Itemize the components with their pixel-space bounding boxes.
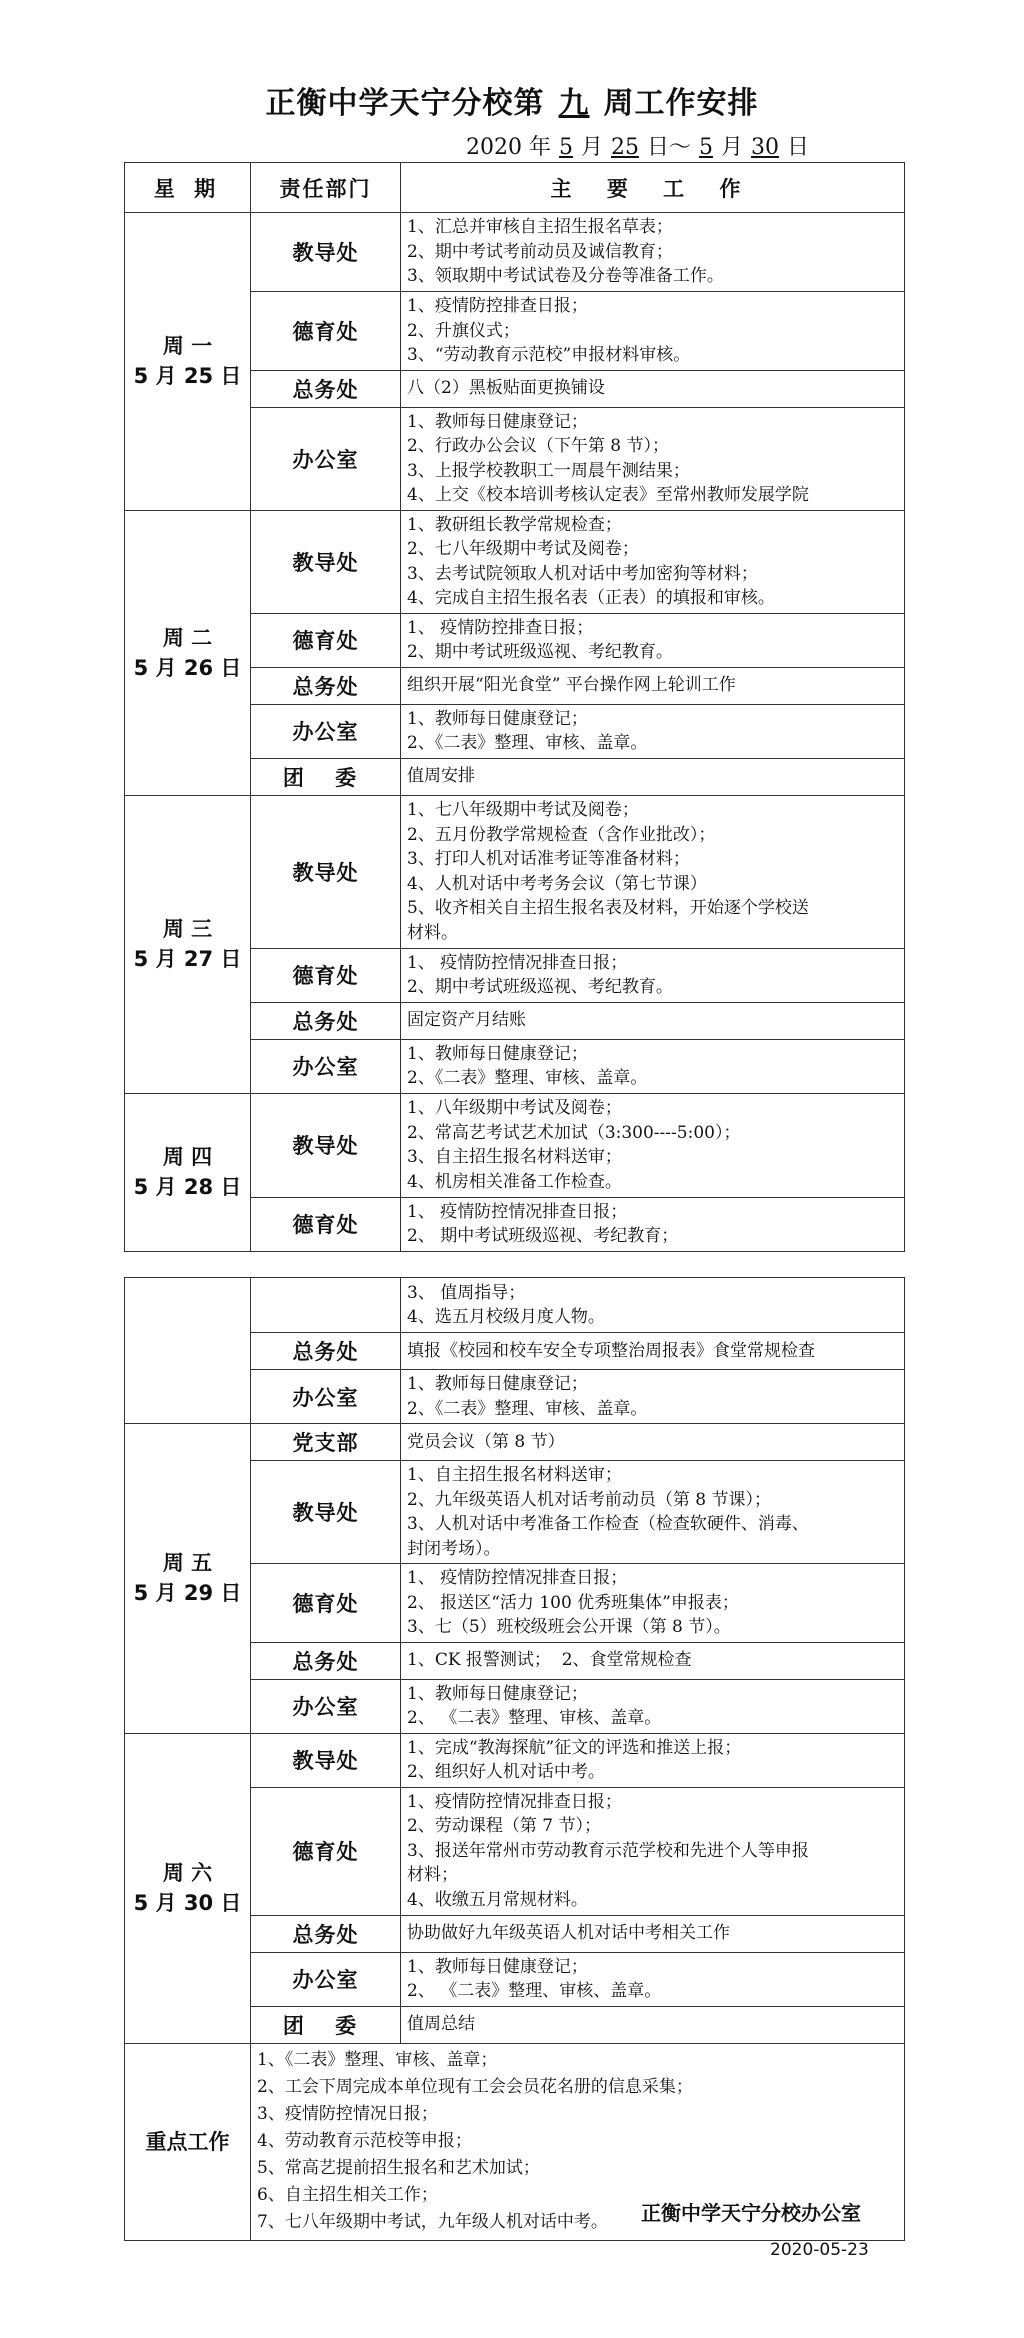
dept-cell: 办公室: [251, 1952, 401, 2006]
title-prefix: 正衡中学天宁分校第: [265, 86, 545, 121]
dept-cell: 德育处: [251, 1787, 401, 1915]
task-line: 1、教师每日健康登记；: [407, 1374, 588, 1394]
task-line: 1、 疫情防控情况排查日报；: [407, 952, 628, 973]
task-line: 2、 报送区“活力 100 优秀班集体”申报表；: [407, 1592, 739, 1613]
date-month-label-start: 月: [580, 135, 603, 160]
date-year: 2020 年: [466, 135, 551, 160]
tasks-cell: [401, 1679, 905, 1733]
tasks-cell: [401, 667, 905, 704]
task-line: 1、八年级期中考试及阅卷；: [407, 1098, 622, 1118]
date-range: [466, 130, 809, 161]
dept-cell: 总务处: [251, 370, 401, 407]
task-line: 2、劳动课程（第 7 节）；: [407, 1816, 601, 1837]
task-line: 八（2）黑板贴面更换铺设: [407, 378, 605, 399]
dept-cell: 办公室: [251, 704, 401, 758]
dept-cell: 总务处: [251, 1642, 401, 1679]
table-row: [125, 795, 905, 948]
dept-cell: 德育处: [251, 613, 401, 667]
tasks-cell: [401, 1333, 905, 1370]
task-line: 2、七八年级期中考试及阅卷；: [407, 539, 639, 559]
task-line: 2、《二表》整理、审核、盖章。: [407, 1398, 648, 1419]
task-line: 1、汇总并审核自主招生报名草表；: [407, 217, 673, 238]
day-label: 周 一: [162, 334, 213, 359]
tasks-cell: [401, 292, 905, 371]
date-day-start: 25: [611, 135, 639, 160]
task-line: 3、 值周指导；: [407, 1282, 526, 1303]
dept-cell: 教导处: [251, 1093, 401, 1197]
dept-cell: 总务处: [251, 1333, 401, 1370]
task-line: 填报《校园和校车安全专项整治周报表》食堂常规检查: [407, 1340, 815, 1361]
task-line: 3、人机对话中考准备工作检查（检查软硬件、消毒、: [407, 1514, 809, 1534]
task-line: 4、上交《校本培训考核认定表》至常州教师发展学院: [407, 485, 809, 505]
task-line: 1、教师每日健康登记；: [407, 1043, 588, 1064]
task-line: 1、 疫情防控情况排查日报；: [407, 1568, 628, 1588]
dept-cell: 总务处: [251, 1002, 401, 1039]
tasks-cell: [401, 1564, 905, 1643]
tasks-cell: [401, 758, 905, 795]
dept-cell: 教导处: [251, 1461, 401, 1564]
day-cell-tue: [125, 510, 251, 795]
footer-organization: 正衡中学天宁分校办公室: [641, 2201, 861, 2225]
task-line: 1、教师每日健康登记；: [407, 1956, 588, 1977]
task-line: 材料。: [407, 922, 458, 943]
col-dept-header: 责任部门: [251, 163, 401, 213]
tasks-cell: [401, 1424, 905, 1461]
table-row: [125, 1733, 905, 1787]
task-line: 固定资产月结账: [407, 1010, 526, 1031]
day-label: 周 四: [162, 1145, 213, 1169]
dept-cell: 德育处: [251, 948, 401, 1002]
dept-cell: 办公室: [251, 1039, 401, 1093]
tasks-cell: [401, 1642, 905, 1679]
day-label: 周 二: [162, 625, 213, 650]
task-line: 1、完成“教海探航”征文的评选和推送上报；: [407, 1737, 742, 1758]
dept-cell: 教导处: [251, 1733, 401, 1787]
day-date: 5 月 28 日: [133, 1175, 242, 1199]
tasks-cell: [401, 1278, 905, 1333]
task-line: 3、去考试院领取人机对话中考加密狗等材料；: [407, 563, 758, 584]
day-date: 5 月 26 日: [133, 655, 242, 680]
task-line: 4、人机对话中考考务会议（第七节课）: [407, 873, 707, 894]
task-line: 2、工会下周完成本单位现有工会会员花名册的信息采集；: [257, 2077, 693, 2097]
task-line: 材料；: [407, 1865, 458, 1886]
task-line: 1、 疫情防控排查日报；: [407, 617, 594, 638]
tasks-cell: [401, 510, 905, 613]
task-line: 5、收齐相关自主招生报名表及材料，开始逐个学校送: [407, 898, 809, 918]
task-line: 2、组织好人机对话中考。: [407, 1762, 605, 1782]
tasks-cell: [401, 1093, 905, 1197]
tasks-cell: [401, 1461, 905, 1564]
task-line: 3、七（5）班校级班会公开课（第 8 节）。: [407, 1617, 731, 1637]
task-line: 1、《二表》整理、审核、盖章；: [257, 2050, 498, 2070]
task-line: 1、七八年级期中考试及阅卷；: [407, 800, 639, 820]
tasks-cell: [401, 1370, 905, 1424]
dept-cell: 教导处: [251, 510, 401, 613]
day-date: 5 月 29 日: [133, 1581, 242, 1606]
tasks-cell: [401, 704, 905, 758]
task-line: 组织开展“阳光食堂” 平台操作网上轮训工作: [407, 675, 736, 696]
tasks-cell: [401, 1733, 905, 1787]
task-line: 1、 疫情防控情况排查日报；: [407, 1201, 628, 1222]
day-date: 5 月 25 日: [133, 364, 242, 389]
tasks-cell: [401, 1787, 905, 1915]
date-day-label-end: 日: [787, 135, 810, 160]
tasks-cell: [401, 948, 905, 1002]
date-day-end: 30: [751, 135, 780, 160]
tasks-cell: [401, 613, 905, 667]
date-month-label-end: 月: [721, 135, 744, 160]
task-line: 1、教师每日健康登记；: [407, 1683, 588, 1704]
date-month-end: 5: [699, 135, 714, 160]
task-line: 1、疫情防控情况排查日报；: [407, 1791, 622, 1812]
task-line: 5、常高艺提前招生报名和艺术加试；: [257, 2158, 540, 2178]
tasks-cell: [401, 1039, 905, 1093]
dept-cell: 党支部: [251, 1424, 401, 1461]
dept-cell: 教导处: [251, 795, 401, 948]
task-line: 1、疫情防控排查日报；: [407, 296, 588, 316]
dept-cell: 德育处: [251, 1564, 401, 1643]
schedule-table-part2: [124, 1277, 905, 2241]
task-line: 1、教师每日健康登记；: [407, 411, 588, 432]
dept-cell: 办公室: [251, 1370, 401, 1424]
task-line: 4、劳动教育示范校等申报；: [257, 2131, 472, 2151]
day-date: 5 月 30 日: [133, 1891, 242, 1915]
task-line: 2、期中考试班级巡视、考纪教育。: [407, 642, 673, 662]
dept-cell: 德育处: [251, 1197, 401, 1251]
day-cell-mon: [125, 213, 251, 511]
task-line: 3、“劳动教育示范校”申报材料审核。: [407, 345, 691, 365]
dept-cell: 德育处: [251, 292, 401, 371]
day-label: 周 三: [162, 917, 213, 941]
dept-cell: 团 委: [251, 2006, 401, 2043]
day-cell-wed: [125, 795, 251, 1093]
task-line: 1、教师每日健康登记；: [407, 708, 588, 729]
col-day-header: 星 期: [125, 163, 251, 213]
day-cell-thu: [125, 1093, 251, 1251]
tasks-cell: [401, 1952, 905, 2006]
tasks-cell: [401, 2006, 905, 2043]
task-line: 1、自主招生报名材料送审；: [407, 1465, 622, 1485]
task-line: 6、自主招生相关工作；: [257, 2185, 438, 2205]
task-line: 3、打印人机对话准考证等准备材料；: [407, 849, 690, 869]
task-line: 4、选五月校级月度人物。: [407, 1307, 605, 1327]
tasks-cell: [401, 370, 905, 407]
task-line: 2、期中考试班级巡视、考纪教育。: [407, 977, 673, 997]
task-line: 4、收缴五月常规材料。: [407, 1889, 588, 1910]
task-line: 党员会议（第 8 节）: [407, 1431, 565, 1452]
task-line: 2、升旗仪式；: [407, 320, 520, 341]
tasks-cell: [401, 1197, 905, 1251]
day-cell-thu-continued: [125, 1278, 251, 1424]
day-label: 周 六: [162, 1861, 213, 1885]
date-month-start: 5: [558, 135, 573, 160]
dept-cell: 教导处: [251, 213, 401, 292]
task-line: 4、完成自主招生报名表（正表）的填报和审核。: [407, 588, 775, 608]
task-line: 1、教研组长教学常规检查；: [407, 514, 622, 535]
table-row: [125, 1278, 905, 1333]
task-line: 2、五月份教学常规检查（含作业批改）；: [407, 824, 716, 845]
dept-cell: 总务处: [251, 1915, 401, 1952]
dept-cell: 团 委: [251, 758, 401, 795]
tasks-cell: [401, 795, 905, 948]
day-cell-sat: [125, 1733, 251, 2043]
footer-date: 2020-05-23: [770, 2240, 869, 2260]
task-line: 协助做好九年级英语人机对话中考相关工作: [407, 1923, 730, 1944]
task-line: 4、机房相关准备工作检查。: [407, 1171, 622, 1192]
table-row: [125, 510, 905, 613]
dept-cell: 总务处: [251, 667, 401, 704]
task-line: 2、《二表》整理、审核、盖章。: [407, 733, 648, 753]
tasks-cell: [401, 1002, 905, 1039]
task-line: 2、 《二表》整理、审核、盖章。: [407, 1708, 662, 1728]
schedule-table-part1: [124, 162, 905, 1252]
task-line: 7、七八年级期中考试，九年级人机对话中考。: [257, 2212, 608, 2232]
tasks-cell: [401, 213, 905, 292]
task-line: 3、报送年常州市劳动教育示范学校和先进个人等申报: [407, 1840, 809, 1861]
task-line: 值周安排: [407, 766, 475, 787]
task-line: 2、行政办公会议（下午第 8 节）；: [407, 436, 669, 456]
task-line: 2、 《二表》整理、审核、盖章。: [407, 1981, 662, 2001]
task-line: 值周总结: [407, 2014, 475, 2035]
task-line: 2、期中考试考前动员及诚信教育；: [407, 241, 673, 262]
task-line: 1、CK 报警测试； 2、食堂常规检查: [407, 1650, 692, 1671]
col-tasks-header: 主 要 工 作: [401, 163, 905, 213]
task-line: 3、领取期中考试试卷及分卷等准备工作。: [407, 266, 724, 287]
task-line: 3、上报学校教职工一周晨午测结果；: [407, 460, 690, 481]
task-line: 3、自主招生报名材料送审；: [407, 1147, 622, 1167]
day-cell-fri: [125, 1424, 251, 1734]
table-row: [125, 1424, 905, 1461]
tasks-cell: [401, 1915, 905, 1952]
table-row: [125, 213, 905, 292]
tasks-cell: [401, 407, 905, 510]
day-label: 周 五: [162, 1551, 213, 1576]
task-line: 2、 期中考试班级巡视、考纪教育；: [407, 1226, 679, 1246]
week-number: 九: [558, 86, 590, 121]
table-row: [125, 1093, 905, 1197]
task-line: 封闭考场）。: [407, 1538, 501, 1559]
task-line: 2、《二表》整理、审核、盖章。: [407, 1068, 648, 1088]
task-line: 3、疫情防控情况日报；: [257, 2104, 438, 2124]
task-line: 2、常高艺考试艺术加试（3:300----5:00）；: [407, 1122, 741, 1143]
page-title: [0, 78, 1024, 122]
header-row: [125, 163, 905, 213]
key-work-label: 重点工作: [125, 2043, 251, 2240]
day-date: 5 月 27 日: [133, 947, 242, 971]
task-line: 2、九年级英语人机对话考前动员（第 8 节课）；: [407, 1489, 771, 1510]
dept-cell: 办公室: [251, 407, 401, 510]
date-day-label-start: 日～: [647, 135, 692, 160]
dept-cell-empty: [251, 1278, 401, 1333]
dept-cell: 办公室: [251, 1679, 401, 1733]
title-suffix: 周工作安排: [603, 86, 759, 121]
